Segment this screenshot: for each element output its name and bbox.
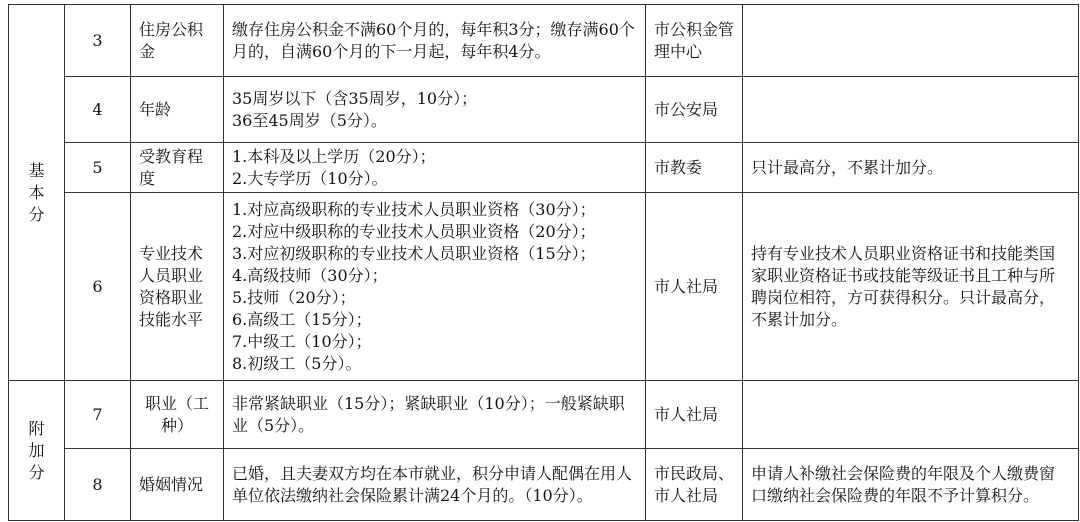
- item-name: 专业技术人员职业资格职业技能水平: [131, 193, 224, 381]
- note: [743, 381, 1079, 449]
- table-row: [9, 143, 1079, 193]
- row-number: 7: [65, 381, 131, 449]
- note: 持有专业技术人员职业资格证书和技能类国家职业资格证书或技能等级证书且工种与所聘岗位相符，方可获得积分。只计最高分，不累计加分。: [743, 193, 1079, 381]
- table-row: [9, 381, 1079, 449]
- item-name: 职业（工种）: [131, 381, 224, 449]
- criteria: 已婚，且夫妻双方均在本市就业，积分申请人配偶在用人单位依法缴纳社会保险累计满24个月的。（10分）。: [224, 449, 646, 521]
- note: [743, 5, 1079, 77]
- department: 市公安局: [646, 77, 743, 143]
- item-name: 年龄: [131, 77, 224, 143]
- table-row: [9, 5, 1079, 77]
- item-name: 受教育程度: [131, 143, 224, 193]
- row-number: 4: [65, 77, 131, 143]
- department: 市人社局: [646, 193, 743, 381]
- item-name: 住房公积金: [131, 5, 224, 77]
- table-row: [9, 193, 1079, 381]
- note: 申请人补缴社会保险费的年限及个人缴费窗口缴纳社会保险费的年限不予计算积分。: [743, 449, 1079, 521]
- note: 只计最高分，不累计加分。: [743, 143, 1079, 193]
- row-number: 3: [65, 5, 131, 77]
- table-row: [9, 77, 1079, 143]
- criteria: 缴存住房公积金不满60个月的，每年积3分；缴存满60个月的，自满60个月的下一月起，每年积4分。: [224, 5, 646, 77]
- department: 市公积金管理中心: [646, 5, 743, 77]
- criteria: 非常紧缺职业（15分）；紧缺职业（10分）；一般紧缺职业（5分）。: [224, 381, 646, 449]
- row-number: 6: [65, 193, 131, 381]
- category-extra: 附 加 分: [9, 381, 65, 521]
- criteria: 1.本科及以上学历（20分）； 2.大专学历（10分）。: [224, 143, 646, 193]
- row-number: 8: [65, 449, 131, 521]
- row-number: 5: [65, 143, 131, 193]
- table-row: [9, 449, 1079, 521]
- department: 市教委: [646, 143, 743, 193]
- category-basic: 基 本 分: [9, 5, 65, 381]
- criteria: 1.对应高级职称的专业技术人员职业资格（30分）； 2.对应中级职称的专业技术人员职业资格（20分）； 3.对应初级职称的专业技术人员职业资格（15分）； 4.高级技师（30分）； 5.技师（20分）； 6.高级工（15分）； 7.中级工（10分）； 8.初级工（5分）。: [224, 193, 646, 381]
- note: [743, 77, 1079, 143]
- item-name: 婚姻情况: [131, 449, 224, 521]
- points-table: [8, 4, 1079, 521]
- department: 市人社局: [646, 381, 743, 449]
- criteria: 35周岁以下（含35周岁，10分）； 36至45周岁（5分）。: [224, 77, 646, 143]
- department: 市民政局、市人社局: [646, 449, 743, 521]
